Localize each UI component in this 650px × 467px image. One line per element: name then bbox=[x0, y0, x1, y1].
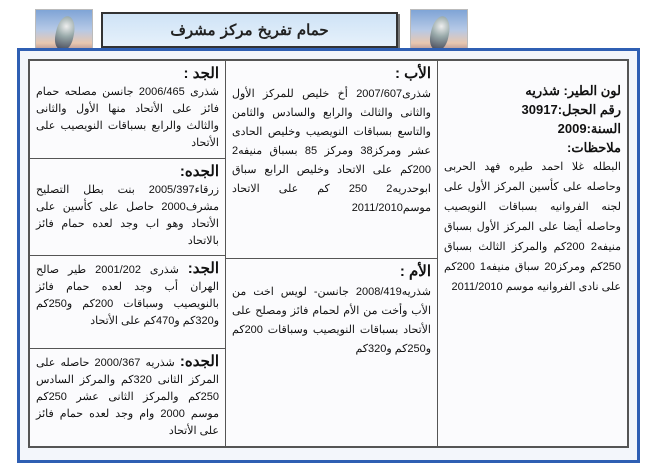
bird-color: لون الطير: شذريه bbox=[525, 83, 621, 98]
bird-column bbox=[438, 61, 627, 446]
grandparent-label: الجد : bbox=[183, 65, 219, 82]
grandparent-label: الجد: bbox=[187, 260, 219, 278]
grandparents-column bbox=[30, 61, 226, 446]
title-banner bbox=[101, 12, 398, 48]
grandparent-label: الجده: bbox=[179, 162, 219, 180]
bird-ring: رقم الحجل:30917 bbox=[521, 102, 621, 117]
father-text: شذرى2007/607 أخ خليص للمركز الأول والثانى والثالث والرابع والسادس والثامن والتاسع بسباقات النويصيب وخليص الحادى عشر ومركز38 ومركز 85 بسباق منيفه2 200كم على الاتحاد وخليص الرابع سباق ابوحدريه2 250 كم على الاتحاد موسم2011/2010 bbox=[232, 88, 431, 214]
pedigree-frame bbox=[17, 48, 640, 463]
mother-text: شذريه2008/419 جانسن- لويس اخت من الأب وأخت من الأم لحمام فائز ومصلح على الأتحاد بسباقات النويصيب وسباقات 200كم و250كم و320كم bbox=[232, 286, 431, 355]
mother-cell bbox=[226, 259, 437, 446]
bird-year: السنة:2009 bbox=[557, 121, 621, 136]
notes-label: ملاحظات: bbox=[567, 140, 621, 155]
father-cell bbox=[226, 61, 437, 259]
bird-info bbox=[438, 61, 627, 300]
grandparent-text: شذرى 2006/465 جانسن مصلحه حمام فائز على الأتحاد منها الأول والثانى والثالث والرابع بسباقات النويصيب على الأتحاد bbox=[36, 86, 219, 149]
grandparent-text: شذريه 2000/367 حاصله على المركز الثانى 320كم والمركز السادس 250كم والمركز الثانى عشر 250كم موسم 2000 وام وجد لعده حمام فائز على الأتحاد bbox=[36, 357, 219, 438]
bird-notes: البطله غلا احمد طيره فهد الحربى وحاصله على كأسين المركز الأول على لجنه الفروانيه بسباقات النويصيب وحاصله أيضا على المركز الأول بسباق منيفه2 200كم والمركز الثالث بسباق 250كم ومركز20 سباق منيفه1 200كم على نادى الفروانيه موسم 2011/2010 bbox=[444, 161, 622, 293]
grandparent-label: الجده: bbox=[179, 353, 219, 371]
grandfather-maternal bbox=[30, 256, 225, 349]
grandfather-paternal bbox=[30, 61, 225, 159]
mother-label: الأم : bbox=[399, 263, 431, 280]
pedigree-table bbox=[28, 59, 629, 448]
page-title: حمام تفريخ مركز مشرف bbox=[170, 21, 329, 39]
grandparent-text: شذرى 2001/202 طير صالح الهران أب وجد لعده حمام فائز بالنويصيب وسباقات 200كم و250كم و320كم و470كم على الأتحاد bbox=[36, 264, 219, 328]
grandmother-paternal bbox=[30, 159, 225, 257]
father-label: الأب : bbox=[394, 65, 431, 82]
grandparent-text: زرقاء2005/397 بنت بطل التصليح مشرف2000 حاصل على كأسين على الأتحاد وهو اب وجد لعده حمام فائز بالاتحاد bbox=[36, 183, 219, 247]
grandmother-maternal bbox=[30, 349, 225, 446]
parents-column bbox=[226, 61, 438, 446]
